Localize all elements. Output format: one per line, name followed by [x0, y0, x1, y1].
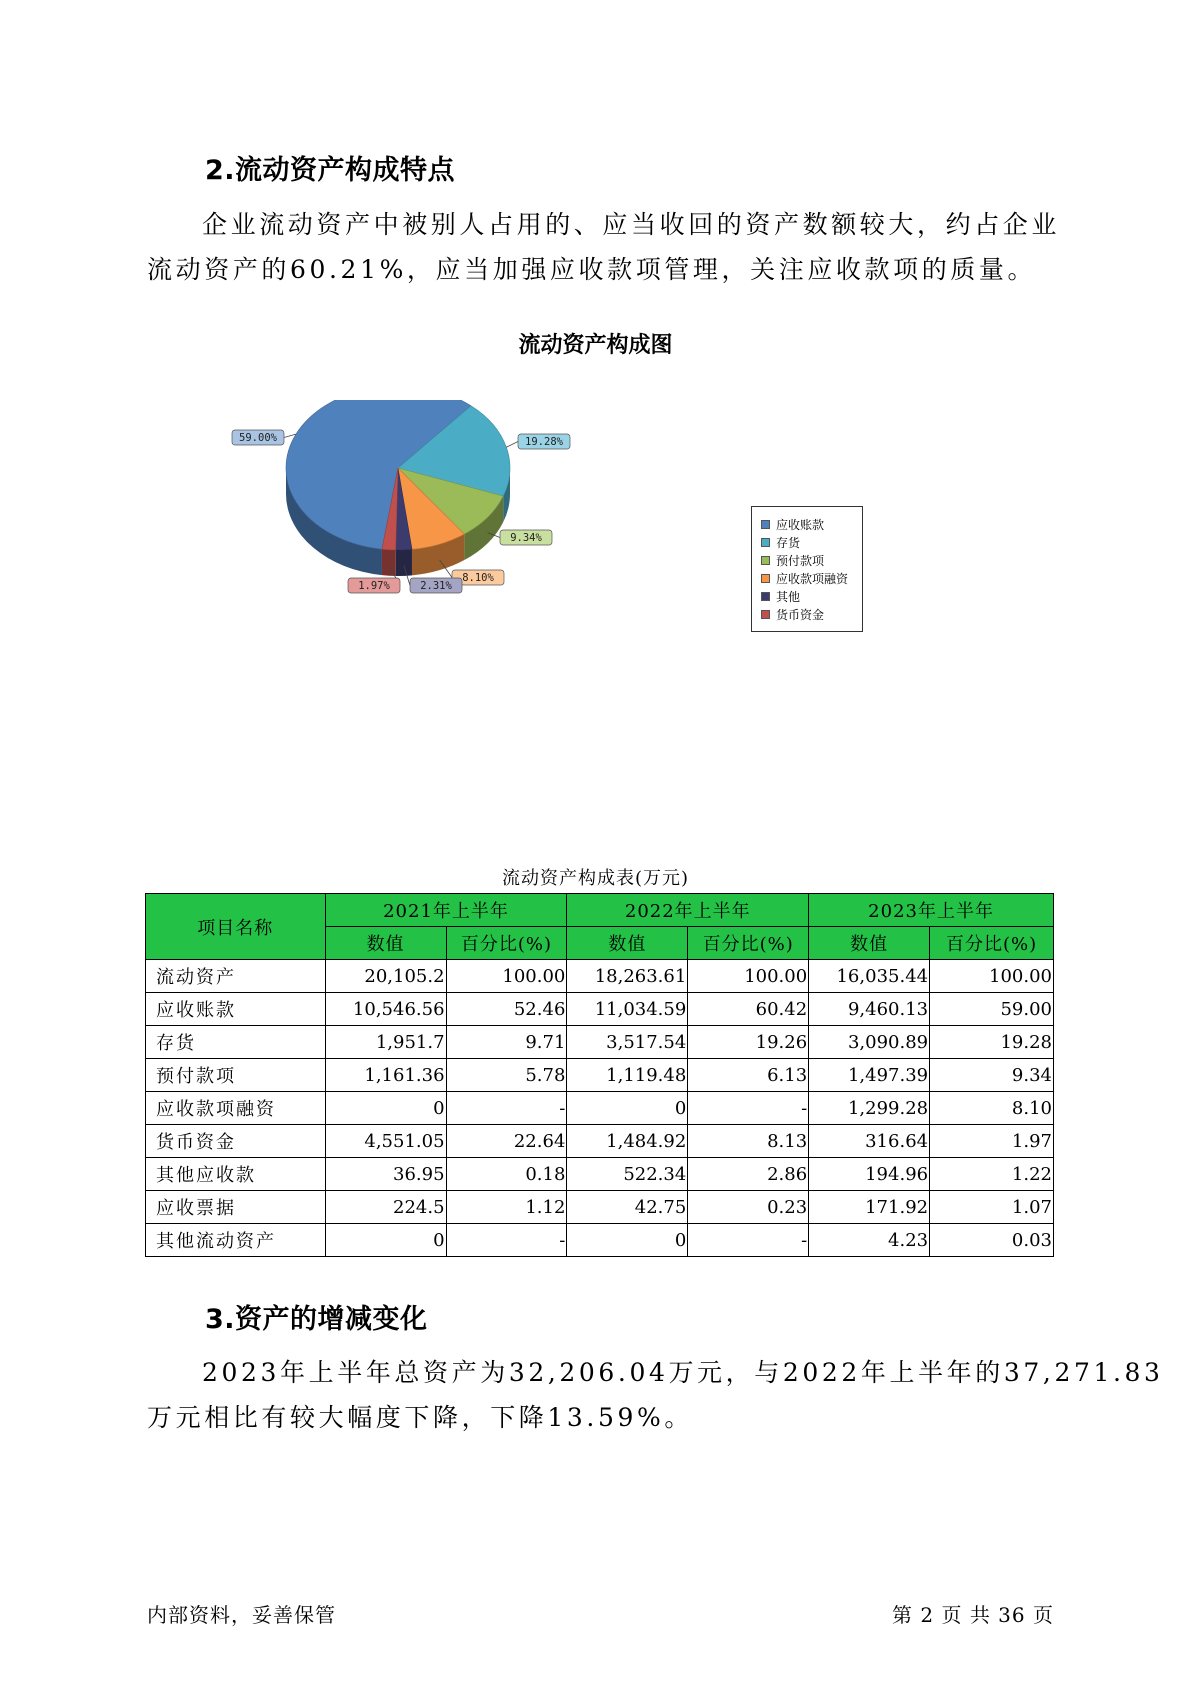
cell-value: 1,161.36: [325, 1059, 446, 1092]
cell-value: 10,546.56: [325, 993, 446, 1026]
section-2-heading: 2.流动资产构成特点: [205, 155, 456, 186]
cell-value: 16,035.44: [809, 960, 930, 993]
cell-value: 3,090.89: [809, 1026, 930, 1059]
table-row: [146, 1158, 1054, 1191]
legend-swatch: [761, 520, 770, 529]
legend-swatch: [761, 592, 770, 601]
cell-percent: -: [446, 1224, 567, 1257]
row-item-name: 预付款项: [146, 1059, 326, 1092]
table-row: [146, 1224, 1054, 1257]
cell-percent: 60.42: [688, 993, 809, 1026]
cell-value: 0: [325, 1224, 446, 1257]
cell-percent: 6.13: [688, 1059, 809, 1092]
cell-percent: 1.22: [930, 1158, 1054, 1191]
pie-data-label: 8.10%: [462, 572, 494, 584]
cell-percent: 1.97: [930, 1125, 1054, 1158]
table-row: [146, 1191, 1054, 1224]
pie-slice-side: [396, 549, 412, 576]
cell-value: 194.96: [809, 1158, 930, 1191]
pie-chart: [230, 400, 630, 660]
assets-table: [145, 893, 1054, 1257]
pie-data-label: 1.97%: [358, 580, 390, 592]
row-item-name: 其他应收款: [146, 1158, 326, 1191]
cell-percent: 0.18: [446, 1158, 567, 1191]
cell-value: 36.95: [325, 1158, 446, 1191]
section-3-paragraph: [147, 1350, 1164, 1440]
paragraph-line: 流动资产的60.21%，应当加强应收款项管理，关注应收款项的质量。: [147, 255, 1037, 284]
paragraph-line: 企业流动资产中被别人占用的、应当收回的资产数额较大，约占企业: [202, 210, 1061, 239]
cell-percent: 8.10: [930, 1092, 1054, 1125]
legend-item: [761, 569, 862, 587]
section-2-paragraph: [147, 202, 1061, 292]
header-percent: 百分比(%): [930, 927, 1054, 960]
header-value: 数值: [809, 927, 930, 960]
cell-percent: 100.00: [930, 960, 1054, 993]
header-year: 2022年上半年: [567, 894, 809, 927]
footer-confidential: 内部资料，妥善保管: [147, 1603, 336, 1627]
cell-percent: 0.23: [688, 1191, 809, 1224]
cell-percent: -: [688, 1224, 809, 1257]
paragraph-line: 万元相比有较大幅度下降，下降13.59%。: [147, 1403, 693, 1432]
legend-item: [761, 533, 862, 551]
row-item-name: 应收票据: [146, 1191, 326, 1224]
cell-value: 0: [325, 1092, 446, 1125]
cell-percent: 5.78: [446, 1059, 567, 1092]
cell-percent: 2.86: [688, 1158, 809, 1191]
cell-value: 18,263.61: [567, 960, 688, 993]
cell-percent: 19.26: [688, 1026, 809, 1059]
cell-value: 0: [567, 1092, 688, 1125]
legend-label: 应收款项融资: [776, 571, 849, 586]
chart-legend: [751, 506, 863, 632]
pie-data-label: 9.34%: [510, 532, 542, 544]
legend-label: 应收账款: [776, 517, 825, 532]
row-item-name: 其他流动资产: [146, 1224, 326, 1257]
header-percent: 百分比(%): [688, 927, 809, 960]
legend-item: [761, 551, 862, 569]
legend-label: 其他: [776, 589, 801, 604]
header-value: 数值: [325, 927, 446, 960]
cell-value: 316.64: [809, 1125, 930, 1158]
header-value: 数值: [567, 927, 688, 960]
cell-percent: 100.00: [688, 960, 809, 993]
cell-percent: -: [446, 1092, 567, 1125]
table-row: [146, 960, 1054, 993]
cell-value: 1,484.92: [567, 1125, 688, 1158]
cell-percent: 1.07: [930, 1191, 1054, 1224]
legend-item: [761, 605, 862, 623]
pie-data-label: 19.28%: [525, 436, 563, 448]
legend-swatch: [761, 610, 770, 619]
table-row: [146, 1059, 1054, 1092]
row-item-name: 应收账款: [146, 993, 326, 1026]
cell-value: 1,299.28: [809, 1092, 930, 1125]
footer-page-number: 第 2 页 共 36 页: [892, 1603, 1054, 1627]
legend-swatch: [761, 574, 770, 583]
cell-value: 3,517.54: [567, 1026, 688, 1059]
cell-percent: 1.12: [446, 1191, 567, 1224]
cell-value: 1,119.48: [567, 1059, 688, 1092]
pie-slice-side: [382, 549, 396, 576]
cell-percent: 59.00: [930, 993, 1054, 1026]
cell-value: 0: [567, 1224, 688, 1257]
cell-percent: 9.71: [446, 1026, 567, 1059]
cell-value: 20,105.2: [325, 960, 446, 993]
legend-label: 预付款项: [776, 553, 825, 568]
cell-percent: 8.13: [688, 1125, 809, 1158]
table-header-row: [146, 894, 1054, 927]
table-caption: 流动资产构成表(万元): [501, 868, 690, 889]
row-item-name: 存货: [146, 1026, 326, 1059]
legend-swatch: [761, 538, 770, 547]
legend-item: [761, 515, 862, 533]
cell-value: 522.34: [567, 1158, 688, 1191]
cell-value: 4.23: [809, 1224, 930, 1257]
pie-leader-line: [506, 442, 518, 448]
chart-title: 流动资产构成图: [518, 333, 673, 358]
pie-data-label: 2.31%: [420, 580, 452, 592]
header-percent: 百分比(%): [446, 927, 567, 960]
row-item-name: 货币资金: [146, 1125, 326, 1158]
legend-label: 存货: [776, 535, 801, 550]
pie-data-label: 59.00%: [239, 432, 277, 444]
cell-value: 1,951.7: [325, 1026, 446, 1059]
cell-value: 1,497.39: [809, 1059, 930, 1092]
cell-value: 9,460.13: [809, 993, 930, 1026]
cell-value: 4,551.05: [325, 1125, 446, 1158]
cell-percent: 0.03: [930, 1224, 1054, 1257]
table-row: [146, 993, 1054, 1026]
cell-value: 42.75: [567, 1191, 688, 1224]
paragraph-line: 2023年上半年总资产为32,206.04万元，与2022年上半年的37,271.83: [202, 1358, 1164, 1387]
row-item-name: 流动资产: [146, 960, 326, 993]
cell-value: 171.92: [809, 1191, 930, 1224]
row-item-name: 应收款项融资: [146, 1092, 326, 1125]
cell-value: 11,034.59: [567, 993, 688, 1026]
table-row: [146, 1125, 1054, 1158]
header-item-name: 项目名称: [146, 894, 326, 960]
cell-percent: -: [688, 1092, 809, 1125]
cell-percent: 100.00: [446, 960, 567, 993]
table-row: [146, 1026, 1054, 1059]
header-year: 2021年上半年: [325, 894, 567, 927]
legend-label: 货币资金: [776, 607, 825, 622]
cell-percent: 52.46: [446, 993, 567, 1026]
cell-percent: 19.28: [930, 1026, 1054, 1059]
legend-swatch: [761, 556, 770, 565]
section-3-heading: 3.资产的增减变化: [205, 1304, 428, 1335]
cell-percent: 9.34: [930, 1059, 1054, 1092]
cell-value: 224.5: [325, 1191, 446, 1224]
header-year: 2023年上半年: [809, 894, 1054, 927]
legend-item: [761, 587, 862, 605]
table-row: [146, 1092, 1054, 1125]
cell-percent: 22.64: [446, 1125, 567, 1158]
